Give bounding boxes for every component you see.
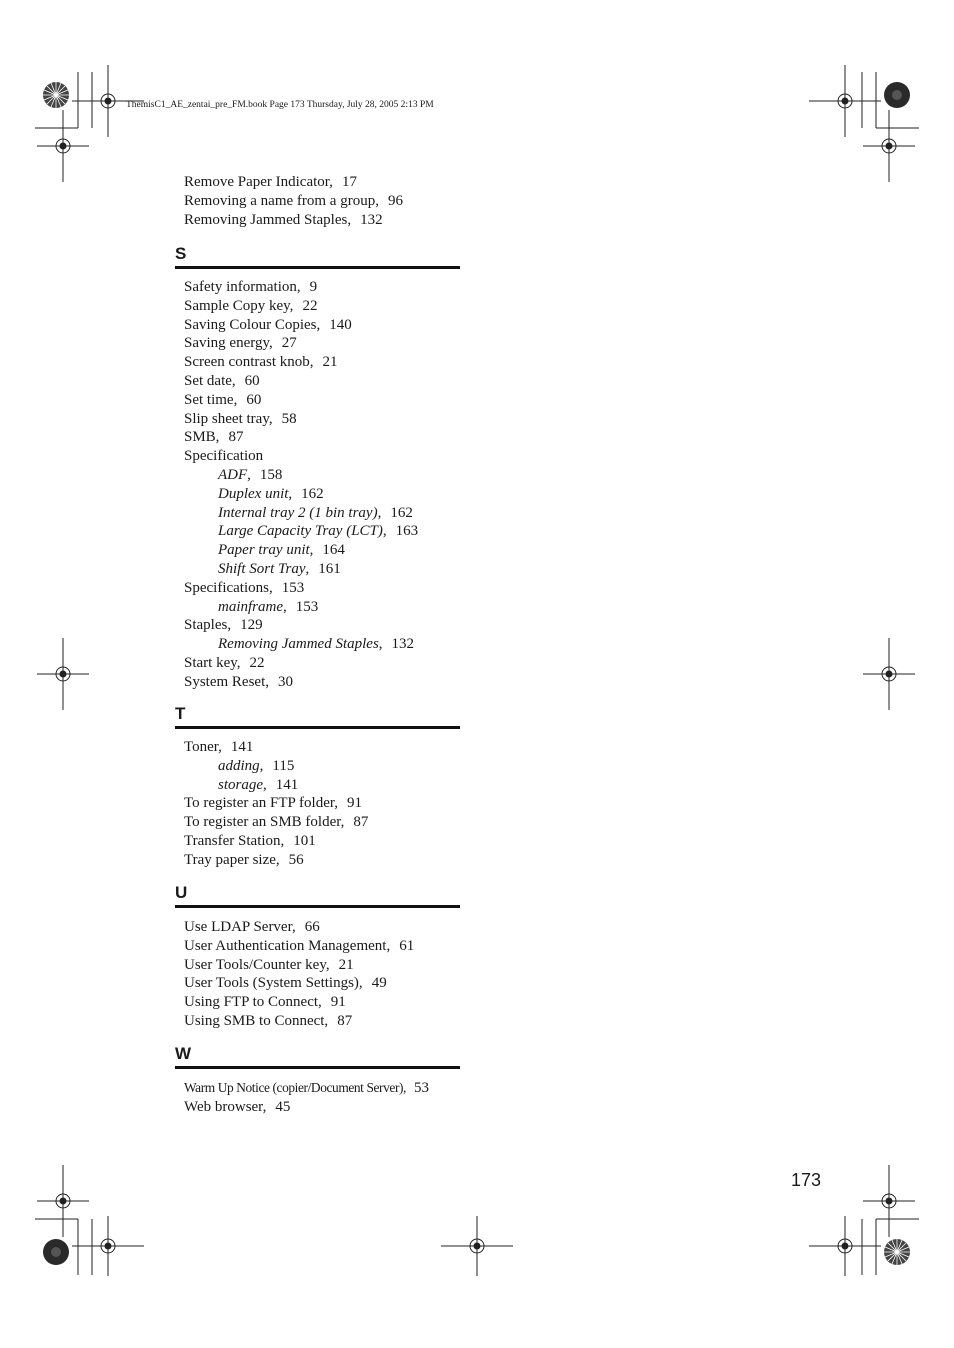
- index-subentry: Large Capacity Tray (LCT), 163: [218, 523, 419, 540]
- index-entry: Using FTP to Connect, 91: [184, 994, 346, 1011]
- index-entry: Warm Up Notice (copier/Document Server), 53: [184, 1080, 430, 1096]
- registration-mark-icon: [863, 1165, 915, 1237]
- index-entry: Removing Jammed Staples, 132: [184, 211, 383, 228]
- index-subentry: Paper tray unit, 164: [218, 542, 345, 559]
- index-entry: Use LDAP Server, 66: [184, 919, 320, 935]
- page-number: 173: [791, 1170, 822, 1190]
- index-entry: Using SMB to Connect, 87: [184, 1012, 353, 1029]
- section-t-entries: [184, 738, 474, 870]
- registration-mark-icon: [863, 110, 915, 182]
- index-entry: Specification: [184, 448, 264, 465]
- index-entry: SMB, 87: [184, 429, 244, 446]
- registration-mark-icon: [37, 638, 89, 710]
- index-subentry: storage, 141: [218, 776, 299, 793]
- index-entry: Start key, 22: [184, 654, 265, 671]
- section-letter-s: S: [175, 244, 460, 269]
- index-subentry: Shift Sort Tray, 161: [218, 560, 341, 577]
- dark-wheel-icon: [43, 1239, 69, 1265]
- index-entry: Slip sheet tray, 58: [184, 410, 297, 427]
- index-subentry: Removing Jammed Staples, 132: [218, 636, 415, 653]
- index-entry: Toner, 141: [184, 739, 254, 755]
- index-entry: Web browser, 45: [184, 1098, 291, 1115]
- section-u-entries: [184, 918, 474, 1031]
- registration-mark-icon: [809, 65, 881, 137]
- index-entry: To register an SMB folder, 87: [184, 814, 369, 831]
- section-s-entries: [184, 278, 474, 692]
- index-entry: Tray paper size, 56: [184, 851, 304, 868]
- index-subentry: ADF, 158: [218, 466, 283, 483]
- index-subentry: adding, 115: [218, 757, 295, 774]
- index-entry: To register an FTP folder, 91: [184, 795, 363, 812]
- index-entry: Saving Colour Copies, 140: [184, 316, 352, 333]
- registration-mark-icon: [37, 1165, 89, 1237]
- registration-mark-icon: [37, 110, 89, 182]
- section-w-entries: [184, 1079, 474, 1117]
- registration-mark-icon: [809, 1216, 881, 1276]
- starburst-wheel-icon: [884, 1239, 910, 1265]
- dark-wheel-icon: [884, 82, 910, 108]
- registration-mark-icon: [441, 1216, 513, 1276]
- index-entry: Set date, 60: [184, 372, 260, 389]
- index-entry: Screen contrast knob, 21: [184, 354, 338, 371]
- index-subentry: Duplex unit, 162: [218, 485, 324, 502]
- index-entry: User Authentication Management, 61: [184, 937, 415, 954]
- registration-mark-icon: [72, 1216, 144, 1276]
- index-entry: User Tools/Counter key, 21: [184, 956, 354, 973]
- index-subentry: mainframe, 153: [218, 598, 319, 615]
- section-letter-w: W: [175, 1044, 460, 1069]
- intro-entry-list: [184, 173, 474, 229]
- file-header: ThemisC1_AE_zentai_pre_FM.book Page 173 Thursday, July 28, 2005 2:13 PM: [126, 100, 434, 110]
- registration-mark-icon: [863, 638, 915, 710]
- index-entry: Sample Copy key, 22: [184, 297, 318, 314]
- starburst-wheel-icon: [43, 82, 69, 108]
- index-entry: Saving energy, 27: [184, 335, 297, 352]
- index-entry: Staples, 129: [184, 617, 263, 634]
- index-entry: Safety information, 9: [184, 279, 318, 295]
- index-entry: User Tools (System Settings), 49: [184, 975, 387, 992]
- index-entry: System Reset, 30: [184, 673, 293, 690]
- index-entry: Remove Paper Indicator, 17: [184, 174, 357, 190]
- index-subentry: Internal tray 2 (1 bin tray), 162: [218, 504, 413, 521]
- section-letter-u: U: [175, 883, 460, 908]
- section-letter-t: T: [175, 704, 460, 729]
- index-entry: Transfer Station, 101: [184, 832, 316, 849]
- index-entry: Removing a name from a group, 96: [184, 192, 403, 209]
- index-entry: Specifications, 153: [184, 579, 305, 596]
- index-entry: Set time, 60: [184, 391, 262, 408]
